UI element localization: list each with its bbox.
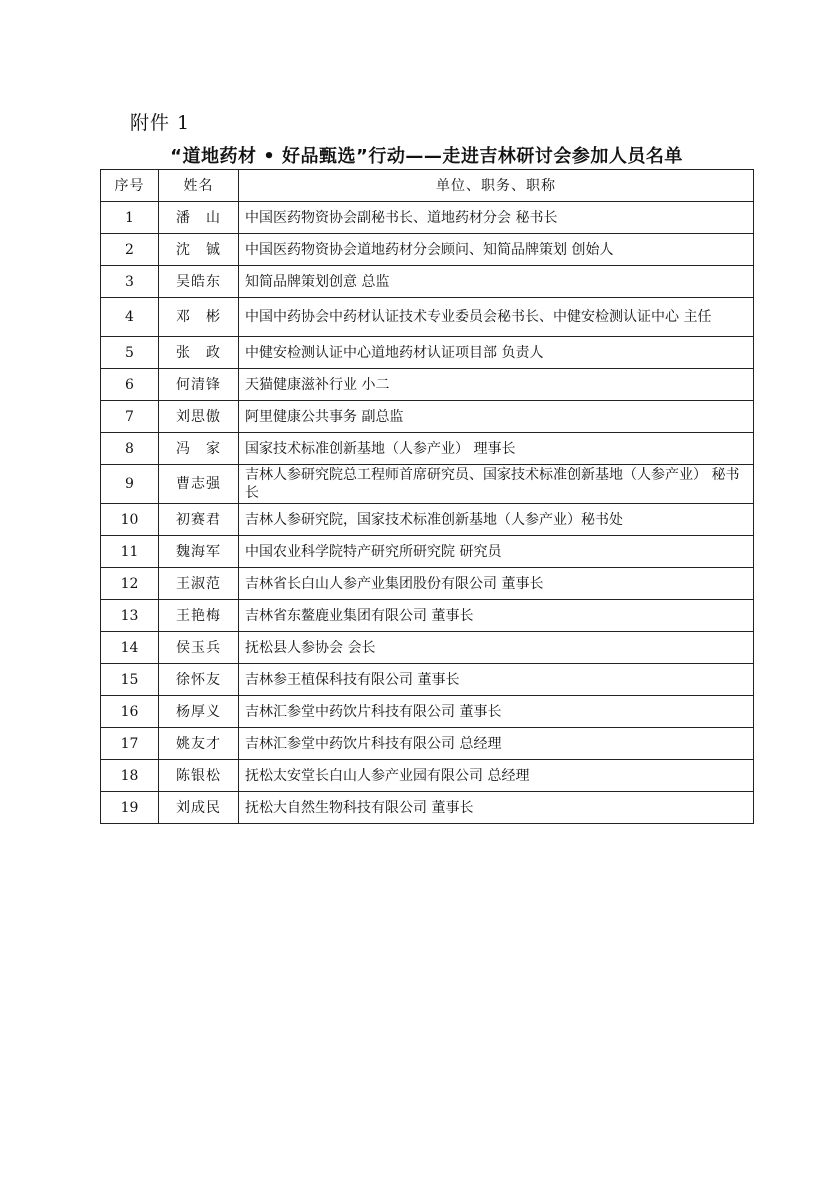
row-organization: 吉林人参研究院总工程师首席研究员、国家技术标准创新基地（人参产业） 秘书长: [239, 465, 754, 504]
table-row: [101, 792, 754, 824]
row-number: 17: [101, 728, 159, 760]
row-organization: 中国中药协会中药材认证技术专业委员会秘书长、中健安检测认证中心 主任: [239, 298, 754, 337]
participant-table: [100, 169, 754, 824]
row-name: 侯玉兵: [159, 632, 239, 664]
row-number: 19: [101, 792, 159, 824]
row-organization: 中国医药物资协会道地药材分会顾问、知简品牌策划 创始人: [239, 234, 754, 266]
row-name: 王淑范: [159, 568, 239, 600]
table-row: [101, 369, 754, 401]
column-header-organization: 单位、职务、职称: [239, 170, 754, 202]
row-number: 9: [101, 465, 159, 504]
row-organization: 天猫健康滋补行业 小二: [239, 369, 754, 401]
row-organization: 吉林省长白山人参产业集团股份有限公司 董事长: [239, 568, 754, 600]
table-row: [101, 600, 754, 632]
table-header-row: [101, 170, 754, 202]
row-organization: 吉林汇参堂中药饮片科技有限公司 总经理: [239, 728, 754, 760]
row-number: 15: [101, 664, 159, 696]
row-organization: 国家技术标准创新基地（人参产业） 理事长: [239, 433, 754, 465]
row-name: 徐怀友: [159, 664, 239, 696]
table-row: [101, 760, 754, 792]
table-row: [101, 632, 754, 664]
row-number: 13: [101, 600, 159, 632]
row-name: 初赛君: [159, 504, 239, 536]
row-name: 冯 家: [159, 433, 239, 465]
column-header-name: 姓名: [159, 170, 239, 202]
row-number: 1: [101, 202, 159, 234]
row-name: 刘成民: [159, 792, 239, 824]
row-name: 张 政: [159, 337, 239, 369]
table-row: [101, 696, 754, 728]
row-number: 12: [101, 568, 159, 600]
row-organization: 吉林省东鳌鹿业集团有限公司 董事长: [239, 600, 754, 632]
row-name: 刘思傲: [159, 401, 239, 433]
row-number: 10: [101, 504, 159, 536]
row-organization: 抚松大自然生物科技有限公司 董事长: [239, 792, 754, 824]
table-row: [101, 664, 754, 696]
row-number: 3: [101, 266, 159, 298]
row-number: 14: [101, 632, 159, 664]
row-name: 陈银松: [159, 760, 239, 792]
row-name: 姚友才: [159, 728, 239, 760]
row-organization: 吉林参王植保科技有限公司 董事长: [239, 664, 754, 696]
row-number: 2: [101, 234, 159, 266]
row-number: 5: [101, 337, 159, 369]
row-organization: 中国医药物资协会副秘书长、道地药材分会 秘书长: [239, 202, 754, 234]
row-name: 潘 山: [159, 202, 239, 234]
row-organization: 吉林人参研究院，国家技术标准创新基地（人参产业）秘书处: [239, 504, 754, 536]
row-organization: 知简品牌策划创意 总监: [239, 266, 754, 298]
row-number: 18: [101, 760, 159, 792]
row-name: 魏海军: [159, 536, 239, 568]
table-row: [101, 401, 754, 433]
row-name: 杨厚义: [159, 696, 239, 728]
row-name: 邓 彬: [159, 298, 239, 337]
row-organization: 吉林汇参堂中药饮片科技有限公司 董事长: [239, 696, 754, 728]
table-row: [101, 433, 754, 465]
row-name: 何清锋: [159, 369, 239, 401]
row-number: 16: [101, 696, 159, 728]
table-row: [101, 536, 754, 568]
row-organization: 抚松县人参协会 会长: [239, 632, 754, 664]
row-number: 7: [101, 401, 159, 433]
row-name: 王艳梅: [159, 600, 239, 632]
table-row: [101, 504, 754, 536]
row-organization: 阿里健康公共事务 副总监: [239, 401, 754, 433]
row-number: 6: [101, 369, 159, 401]
table-row: [101, 337, 754, 369]
table-row: [101, 568, 754, 600]
row-number: 4: [101, 298, 159, 337]
row-number: 11: [101, 536, 159, 568]
table-row: [101, 728, 754, 760]
table-row: [101, 202, 754, 234]
table-row: [101, 465, 754, 504]
row-organization: 抚松太安堂长白山人参产业园有限公司 总经理: [239, 760, 754, 792]
row-name: 沈 铖: [159, 234, 239, 266]
table-row: [101, 234, 754, 266]
document-title: “道地药材 • 好品甄选”行动——走进吉林研讨会参加人员名单: [170, 146, 683, 167]
row-organization: 中健安检测认证中心道地药材认证项目部 负责人: [239, 337, 754, 369]
table-row: [101, 266, 754, 298]
table-row: [101, 298, 754, 337]
row-name: 曹志强: [159, 465, 239, 504]
column-header-number: 序号: [101, 170, 159, 202]
attachment-label: 附件 1: [130, 112, 191, 134]
row-name: 吴皓东: [159, 266, 239, 298]
row-number: 8: [101, 433, 159, 465]
row-organization: 中国农业科学院特产研究所研究院 研究员: [239, 536, 754, 568]
